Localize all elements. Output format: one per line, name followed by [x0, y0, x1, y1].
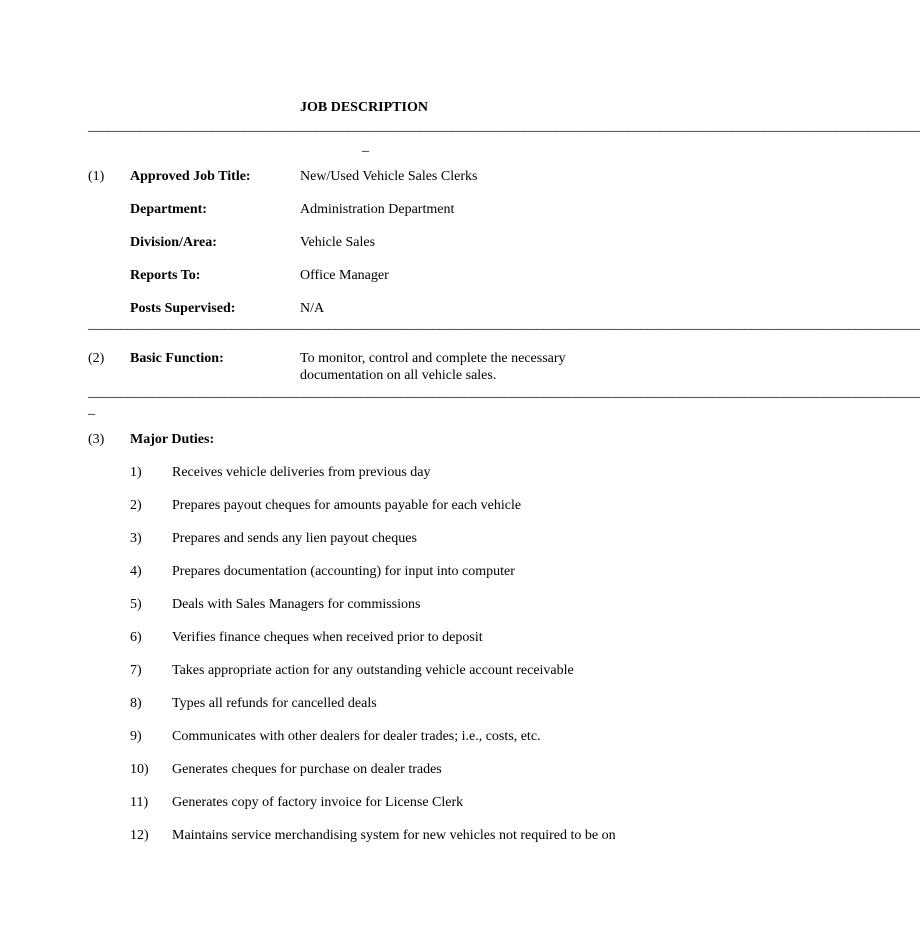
duty-text: Verifies finance cheques when received prior to deposit [172, 630, 483, 645]
duty-number: 5) [130, 597, 142, 612]
document-title: JOB DESCRIPTION [300, 100, 428, 115]
duty-text: Types all refunds for cancelled deals [172, 696, 377, 711]
field-value-basic-function-line1: To monitor, control and complete the necessary [300, 351, 566, 366]
duty-text: Generates copy of factory invoice for License Clerk [172, 795, 464, 810]
duty-number: 6) [130, 630, 142, 645]
field-label-basic-function: Basic Function: [130, 351, 224, 366]
duty-text: Receives vehicle deliveries from previous day [172, 465, 431, 480]
duty-text: Deals with Sales Managers for commissions [172, 597, 421, 612]
horizontal-rule: ________________________________________________________________________________________________________________________________ [88, 119, 920, 134]
duty-number: 11) [130, 795, 149, 810]
duty-number: 8) [130, 696, 142, 711]
field-value-department: Administration Department [300, 202, 455, 217]
field-label-job-title: Approved Job Title: [130, 169, 251, 184]
field-value-job-title: New/Used Vehicle Sales Clerks [300, 169, 478, 184]
duty-text: Prepares payout cheques for amounts payable for each vehicle [172, 498, 522, 513]
field-label-major-duties: Major Duties: [130, 432, 215, 447]
field-label-posts-supervised: Posts Supervised: [130, 301, 236, 316]
field-value-basic-function-line2: documentation on all vehicle sales. [300, 368, 497, 383]
duty-number: 10) [130, 762, 149, 777]
field-label-reports-to: Reports To: [130, 268, 201, 283]
duty-number: 2) [130, 498, 142, 513]
duty-number: 1) [130, 465, 142, 480]
field-label-division: Division/Area: [130, 235, 217, 250]
horizontal-rule: ________________________________________________________________________________________________________________________________ [88, 385, 920, 400]
section-number: (3) [88, 432, 105, 447]
section-number: (1) [88, 169, 105, 184]
duty-text: Maintains service merchandising system for new vehicles not required to be on [172, 828, 616, 843]
duty-number: 3) [130, 531, 142, 546]
duty-number: 9) [130, 729, 142, 744]
field-value-reports-to: Office Manager [300, 268, 389, 283]
field-value-division: Vehicle Sales [300, 235, 376, 250]
field-label-department: Department: [130, 202, 207, 217]
section-number: (2) [88, 351, 105, 366]
field-value-posts-supervised: N/A [300, 301, 325, 316]
duty-number: 4) [130, 564, 142, 579]
duty-number: 12) [130, 828, 149, 843]
duty-text: Prepares documentation (accounting) for input into computer [172, 564, 515, 579]
rule-tail: _ [88, 402, 95, 417]
duty-number: 7) [130, 663, 142, 678]
horizontal-rule: ________________________________________________________________________________________________________________________________ [88, 317, 920, 332]
duty-text: Takes appropriate action for any outstanding vehicle account receivable [172, 663, 574, 678]
rule-tail: _ [362, 139, 369, 154]
duty-text: Communicates with other dealers for dealer trades; i.e., costs, etc. [172, 729, 541, 744]
duty-text: Prepares and sends any lien payout cheques [172, 531, 417, 546]
duty-text: Generates cheques for purchase on dealer trades [172, 762, 442, 777]
